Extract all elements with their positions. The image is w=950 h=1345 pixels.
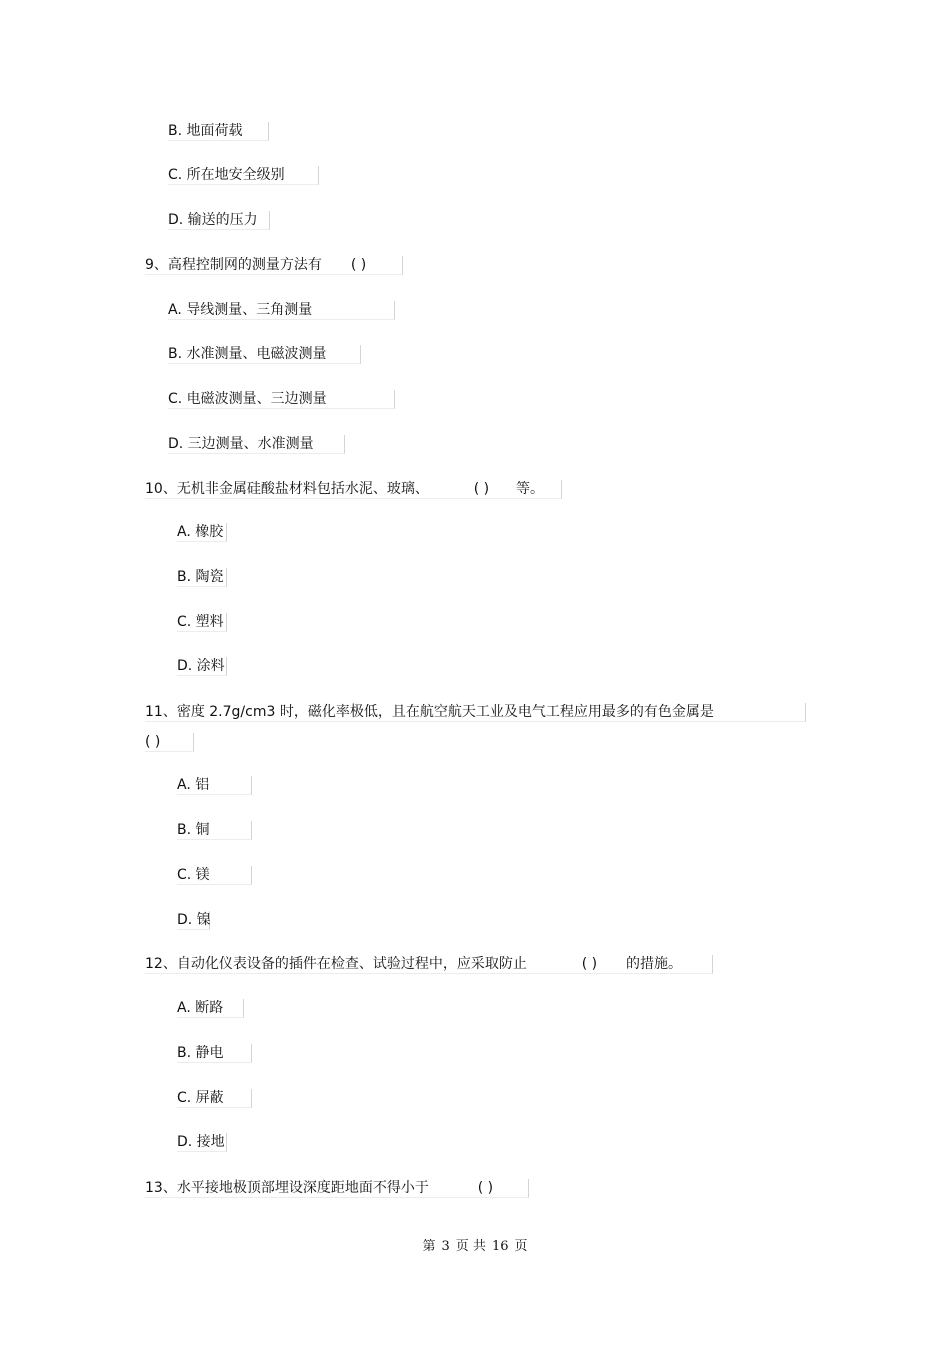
question-stem: 12、自动化仪表设备的插件在检查、试验过程中，应采取防止 [145, 956, 527, 972]
q13-stem [145, 1179, 529, 1197]
answer-paren: ( ) [350, 257, 367, 273]
q9-option-b [168, 345, 361, 363]
answer-paren: ( ) [477, 1180, 494, 1196]
option-text: C. 屏蔽 [177, 1089, 252, 1108]
question-tail: 的措施。 [626, 956, 683, 972]
question-stem: 10、无机非金属硅酸盐材料包括水泥、玻璃、 [145, 481, 429, 497]
footer-pre: 第 [422, 1239, 436, 1254]
option-text: B. 地面荷载 [168, 122, 269, 141]
q11-paren-line [145, 733, 194, 751]
option-text: D. 三边测量、水准测量 [168, 435, 345, 454]
option-text: B. 水准测量、电磁波测量 [168, 345, 361, 364]
question-line [145, 480, 562, 499]
q12-option-a [177, 999, 244, 1017]
question-line [145, 256, 403, 275]
option-text: B. 静电 [177, 1044, 252, 1063]
option-text: D. 接地 [177, 1133, 227, 1152]
q10-stem [145, 480, 562, 498]
q8-option-b [168, 122, 269, 140]
q10-option-d [177, 657, 227, 675]
q9-option-a [168, 301, 395, 319]
option-text: C. 电磁波测量、三边测量 [168, 390, 395, 409]
q12-option-c [177, 1089, 252, 1107]
question-line: 11、密度 2.7g/cm3 时，磁化率极低，且在航空航天工业及电气工程应用最多的有色金属是 [145, 703, 806, 722]
answer-paren: ( ) [581, 956, 598, 972]
question-tail: 等。 [516, 481, 545, 497]
q11-option-c [177, 866, 252, 884]
q12-option-d [177, 1133, 227, 1151]
q9-stem [145, 256, 403, 274]
q11-option-b [177, 821, 252, 839]
q11-option-d [177, 911, 210, 929]
option-text: D. 镍 [177, 912, 211, 928]
footer-total-pages: 16 [491, 1239, 509, 1254]
answer-paren: ( ) [145, 733, 194, 752]
q8-option-d [168, 211, 270, 229]
option-text: C. 所在地安全级别 [168, 166, 319, 185]
q9-option-c [168, 390, 395, 408]
question-stem: 13、水平接地极顶部埋设深度距地面不得小于 [145, 1180, 429, 1196]
option-text: A. 导线测量、三角测量 [168, 301, 395, 320]
footer-mid: 页 共 [455, 1239, 486, 1254]
footer-page-number: 3 [441, 1239, 450, 1254]
answer-paren: ( ) [473, 481, 490, 497]
q12-option-b [177, 1044, 252, 1062]
q8-option-c [168, 166, 319, 184]
option-text: C. 镁 [177, 866, 252, 885]
q9-option-d [168, 435, 345, 453]
q10-option-b [177, 568, 227, 586]
q11-option-a [177, 776, 252, 794]
footer-post: 页 [514, 1239, 528, 1254]
option-text: C. 塑料 [177, 613, 227, 632]
option-text: A. 铝 [177, 776, 252, 795]
question-stem: 9、高程控制网的测量方法有 [145, 257, 322, 273]
option-text: B. 陶瓷 [177, 568, 227, 587]
option-text: A. 橡胶 [177, 523, 227, 542]
q10-option-c [177, 613, 227, 631]
question-line [145, 955, 713, 974]
page-footer [0, 1235, 950, 1254]
option-text: D. 涂料 [177, 657, 227, 676]
question-line [145, 1179, 529, 1198]
q12-stem [145, 955, 713, 973]
option-text: B. 铜 [177, 821, 252, 840]
option-text: D. 输送的压力 [168, 211, 270, 230]
q11-stem [145, 703, 806, 721]
q10-option-a [177, 523, 227, 541]
option-text: A. 断路 [177, 999, 244, 1018]
